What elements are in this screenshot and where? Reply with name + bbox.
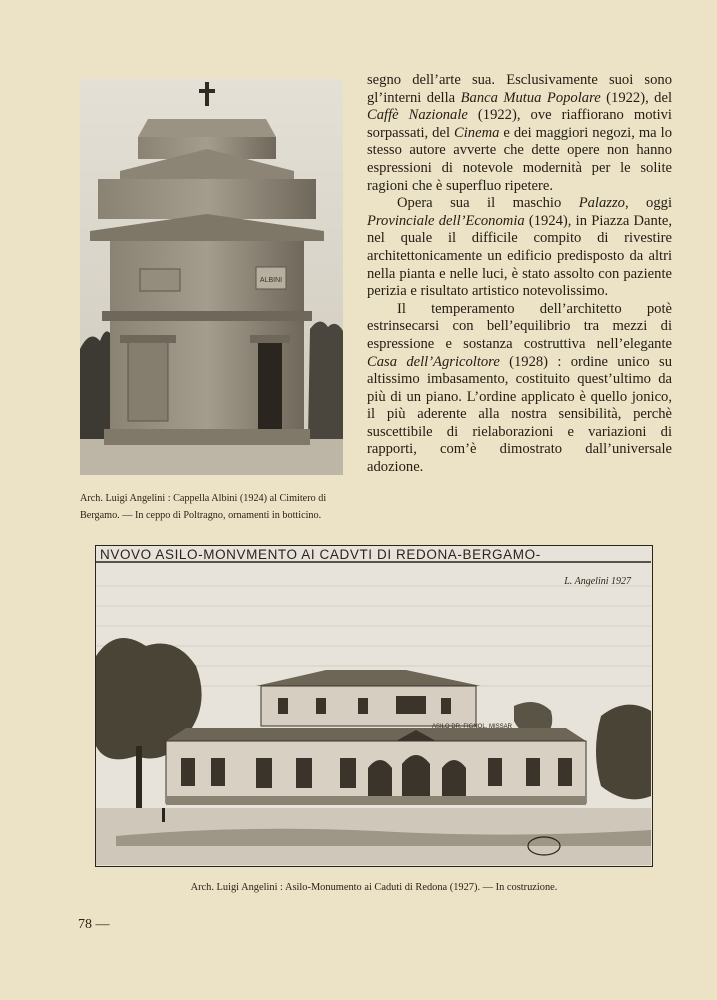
paragraph-1: segno dell’arte sua. Esclusivamente suoi sono gl’interni della Banca Mutua Popolare (1922), del Caffè Nazionale (1922), ove riaffiorano motivi sorpassati, del Cinema e dei maggiori negozi, ma lo stesso autore avverte che dette opere non hanno espressioni di notevole modernità per le solite ragioni che è superfluo ripetere. [367, 72, 673, 194]
paragraph-2: Opera sua il maschio Palazzo, oggi Provinciale dell’Economia (1924), in Piazza Dante, nel quale il difficile compito di rivestire architettonicamente un edificio predisposto da altri nella pianta e nelle luci, è stato assolto con paziente perizia e risultato artistico notevolissimo. [367, 195, 672, 300]
albini-inscription: ALBINI [259, 277, 283, 284]
body-text-column [367, 72, 672, 477]
drawing-signature: L. Angelini 1927 [564, 576, 631, 587]
cappella-albini-photo [80, 79, 343, 475]
caption-line-2: Bergamo. — In ceppo di Poltragno, ornamenti in botticino. [80, 510, 322, 521]
drawing-illustration [96, 546, 651, 865]
caption-line-1: Arch. Luigi Angelini : Cappella Albini (1924) al Cimitero di [80, 493, 327, 504]
drawing-title: NVOVO ASILO-MONVMENTO AI CADVTI DI REDONA-BERGAMO- [100, 547, 541, 562]
asilo-monumento-drawing [95, 545, 653, 867]
photo-caption-albini [80, 490, 350, 524]
facade-label: ASILO DR. FIGNOL. MISSAR [431, 724, 513, 730]
paragraph-3: Il temperamento dell’architetto potè estrinsecarsi con bell’equilibrio tra mezzi di espressione e sostanza costruttiva nell’elegante Casa dell’Agricoltore (1928) : ordine unico su altissimo imbasamento, costituito quest’ultimo da più di un piano. L’ordine applicato è quello jonico, il più aderente alla nostra sensibilità, perchè suscettibile di rielaborazioni e variazioni di rapporti, com’è dimostrato dall’universale adozione. [367, 300, 673, 476]
chapel-illustration [80, 79, 343, 475]
page-number: 78 — [78, 917, 110, 932]
drawing-caption: Arch. Luigi Angelini : Asilo-Monumento ai Caduti di Redona (1927). — In costruzione. [190, 882, 558, 893]
